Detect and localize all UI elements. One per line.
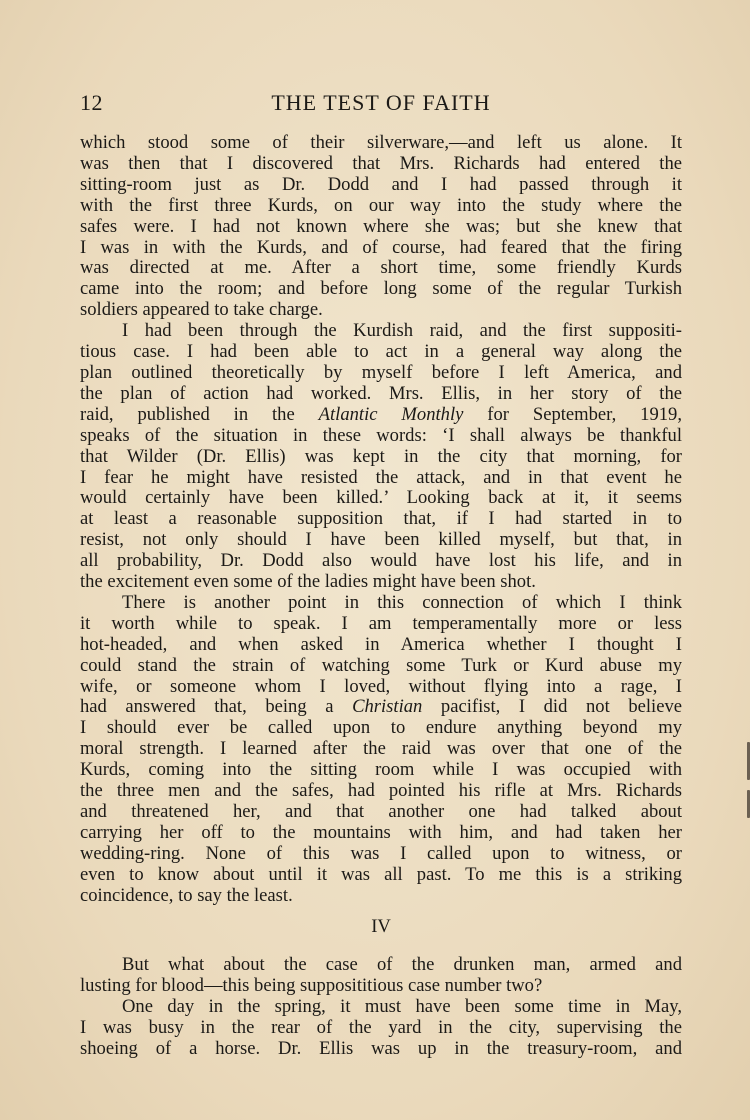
text-line: lusting for blood—this being supposititious case number two? <box>80 975 543 997</box>
text-line: One day in the spring, it must have been some time in May, <box>122 996 682 1018</box>
text-line: hot-headed, and when asked in America whether I thought I <box>80 633 682 655</box>
text-line: coincidence, to say the least. <box>80 884 293 906</box>
text-line: at least a reasonable supposition that, if I had started in to <box>80 508 682 530</box>
text-line: had answered that, being a Christian pacifist, I did not believe <box>80 696 683 718</box>
text-line: raid, published in the Atlantic Monthly for September, 1919, <box>80 403 682 425</box>
text-line: could stand the strain of watching some Turk or Kurd abuse my <box>80 654 682 676</box>
text-line: I was busy in the rear of the yard in the city, supervising the <box>80 1017 682 1039</box>
text-line: was then that I discovered that Mrs. Richards had entered the <box>80 152 682 174</box>
text-line: moral strength. I learned after the raid was over that one of the <box>80 738 682 760</box>
text-line: and threatened her, and that another one had talked about <box>80 801 682 822</box>
text-line: it worth while to speak. I am temperamentally more or less <box>80 612 682 634</box>
page-number: 12 <box>80 90 103 115</box>
text-line: the plan of action had worked. Mrs. Ellis, in her story of the <box>80 382 682 404</box>
text-line: There is another point in this connection of which I think <box>122 591 682 613</box>
text-line: wife, or someone whom I loved, without flying into a rage, I <box>80 675 682 697</box>
text-line: plan outlined theoretically by myself before I left America, and <box>80 361 682 383</box>
text-line: would certainly have been killed.’ Looking back at it, it seems <box>80 487 682 509</box>
text-line: I should ever be called upon to endure anything beyond my <box>80 717 682 739</box>
text-line: was directed at me. After a short time, some friendly Kurds <box>80 257 682 279</box>
text-line: that Wilder (Dr. Ellis) was kept in the city that morning, for <box>80 445 682 467</box>
text-line: all probability, Dr. Dodd also would have lost his life, and in <box>80 550 682 572</box>
text-line: the excitement even some of the ladies might have been shot. <box>80 571 536 593</box>
section-numeral: IV <box>371 915 391 937</box>
italic-title: Atlantic Monthly <box>318 403 464 425</box>
text-line: I was in with the Kurds, and of course, had feared that the firing <box>80 236 682 258</box>
text-line: came into the room; and before long some of the regular Turkish <box>80 278 682 300</box>
text-line: resist, not only should I have been killed myself, but that, in <box>80 529 682 551</box>
text-line: shoeing of a horse. Dr. Ellis was up in the treasury-room, and <box>80 1038 682 1060</box>
italic-word: Christian <box>352 696 423 718</box>
text-line: the three men and the safes, had pointed his rifle at Mrs. Richards <box>80 780 682 802</box>
text-line: soldiers appeared to take charge. <box>80 299 323 321</box>
text-line: which stood some of their silverware,—and left us alone. It <box>80 132 682 153</box>
text-line: tious case. I had been able to act in a general way along the <box>80 341 682 363</box>
text-line: even to know about until it was all past. To me this is a striking <box>80 863 682 885</box>
page-header <box>80 88 682 118</box>
text-line: speaks of the situation in these words: ‘I shall always be thankful <box>80 424 682 446</box>
text-line: I had been through the Kurdish raid, and the first suppositi- <box>122 320 682 342</box>
text-line: But what about the case of the drunken man, armed and <box>122 954 682 976</box>
text-line: sitting-room just as Dr. Dodd and I had passed through it <box>80 173 682 195</box>
text-line: carrying her off to the mountains with him, and had taken her <box>80 821 682 843</box>
text-line: I fear he might have resisted the attack, and in that event he <box>80 466 682 488</box>
text-line: safes were. I had not known where she was; but she knew that <box>80 215 682 237</box>
running-title: THE TEST OF FAITH <box>271 90 491 115</box>
text-line: wedding-ring. None of this was I called upon to witness, or <box>80 842 682 864</box>
text-line: with the first three Kurds, on our way into the study where the <box>80 194 682 216</box>
body-text <box>80 133 682 1060</box>
text-line: Kurds, coming into the sitting room while I was occupied with <box>80 759 682 781</box>
